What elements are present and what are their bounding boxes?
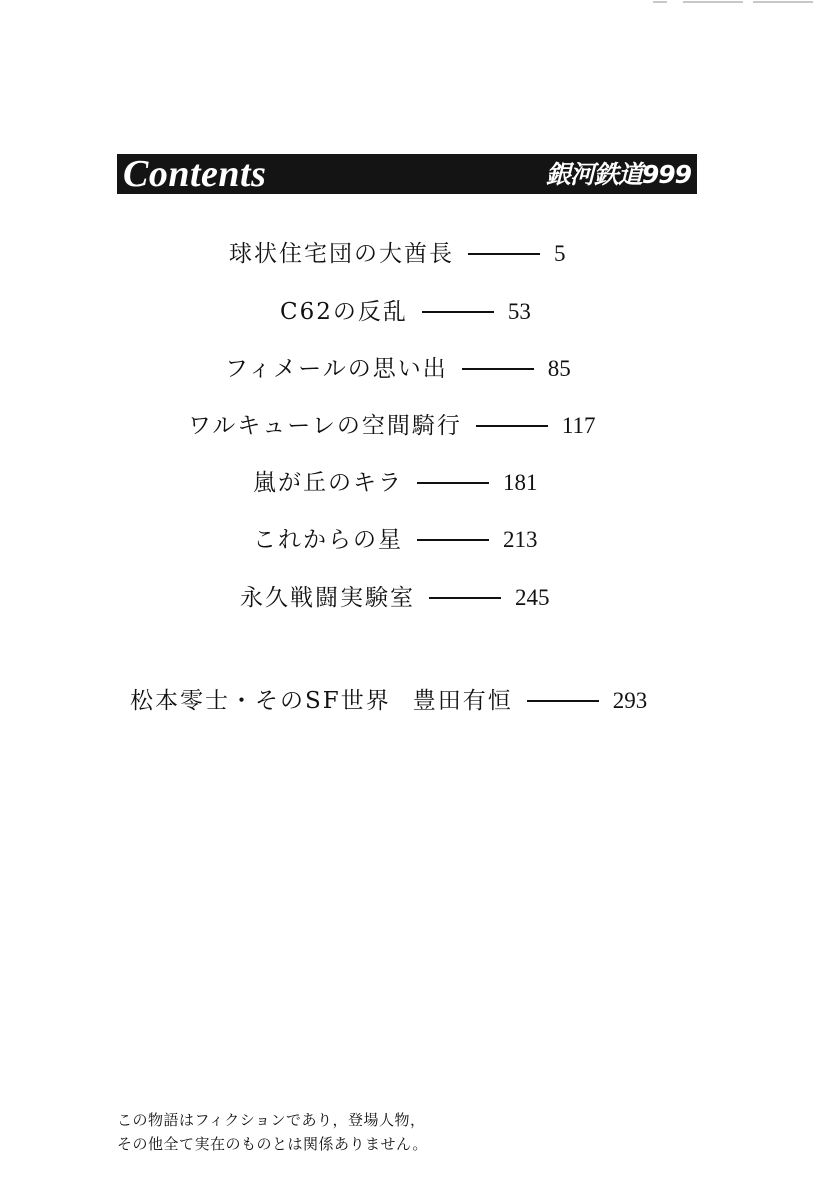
toc-entry[interactable] [188, 408, 596, 444]
toc-entry-page: 5 [554, 241, 566, 266]
scan-edge-marks [643, 0, 823, 4]
toc-entry[interactable] [253, 465, 538, 501]
toc-extra-author: 豊田有恒 [412, 688, 513, 714]
toc-entry-page: 85 [547, 356, 571, 381]
toc-entry-page: 181 [503, 470, 538, 495]
toc-entry[interactable] [253, 522, 538, 558]
toc-entry[interactable] [280, 294, 531, 330]
toc-entry-page: 245 [515, 585, 550, 610]
toc-leader-dash [468, 253, 540, 255]
toc-entry-title: ワルキューレの空間騎行 [188, 413, 462, 439]
toc-entry[interactable] [229, 236, 566, 272]
toc-entry-title: これからの星 [253, 527, 403, 553]
toc-leader-dash [462, 368, 534, 370]
toc-leader-dash [476, 425, 548, 427]
series-logo: 銀河鉄道999 [545, 160, 691, 189]
contents-heading: Contents [123, 153, 267, 195]
toc-entry-page: 117 [561, 413, 596, 438]
toc-leader-dash [417, 482, 489, 484]
toc-entry[interactable] [225, 351, 571, 387]
toc-leader-dash [429, 597, 501, 599]
toc-leader-dash [417, 539, 489, 541]
toc-leader-dash [527, 700, 599, 702]
toc-extra-entry[interactable] [130, 683, 647, 719]
toc-entry-title: 嵐が丘のキラ [253, 470, 403, 496]
toc-leader-dash [422, 311, 494, 313]
toc-entry-title: C62の反乱 [280, 299, 408, 325]
disclaimer-line-1: この物語はフィクションであり，登場人物， [117, 1111, 426, 1129]
fiction-disclaimer [117, 1108, 428, 1156]
toc-entry-page: 53 [507, 299, 531, 324]
toc-entry-page: 213 [503, 527, 538, 552]
disclaimer-line-2: その他全て実在のものとは関係ありません。 [117, 1135, 428, 1153]
contents-header-bar [117, 154, 697, 194]
toc-extra-title: 松本零士・そのSF世界 [130, 688, 391, 714]
toc-extra-page: 293 [612, 688, 648, 713]
toc-entry-title: フィメールの思い出 [225, 356, 448, 382]
toc-entry-title: 球状住宅団の大酋長 [229, 241, 454, 267]
toc-entry-title: 永久戦闘実験室 [240, 585, 415, 611]
toc-entry[interactable] [240, 580, 550, 616]
